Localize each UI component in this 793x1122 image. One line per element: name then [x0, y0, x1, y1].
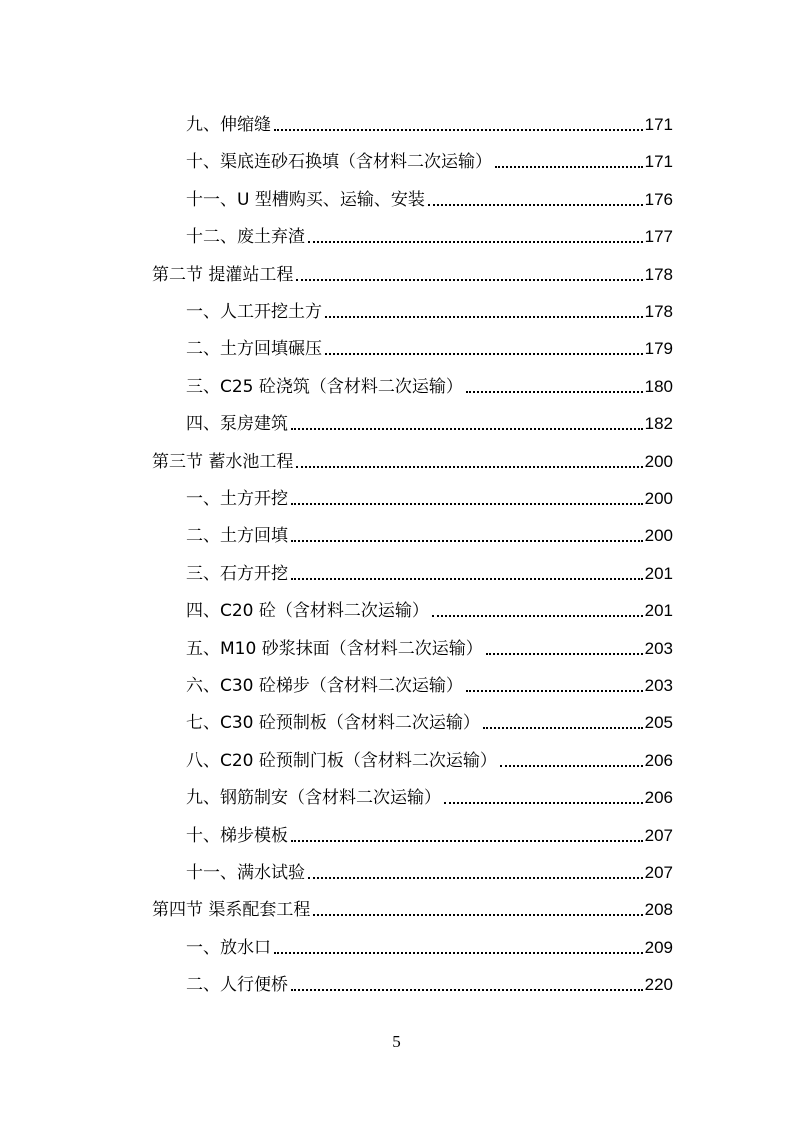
toc-entry[interactable]	[186, 399, 673, 435]
toc-section-entry[interactable]	[152, 437, 673, 473]
toc-entry-title: 九、钢筋制安（含材料二次运输）	[186, 788, 441, 809]
toc-dot-leader	[296, 279, 642, 281]
toc-entry-page: 209	[644, 937, 673, 957]
toc-entry[interactable]	[186, 549, 673, 585]
toc-dot-leader	[296, 466, 642, 468]
toc-entry-page: 200	[644, 526, 673, 546]
toc-section-entry[interactable]	[152, 885, 673, 921]
toc-entry-title: 十、梯步模板	[186, 825, 288, 846]
toc-entry-title: 二、土方回填碾压	[186, 339, 322, 360]
toc-entry-page: 200	[644, 451, 673, 471]
toc-entry[interactable]	[186, 137, 673, 173]
toc-entry-page: 177	[644, 227, 673, 247]
toc-entry-page: 178	[644, 302, 673, 321]
toc-entry-title: 第三节 蓄水池工程	[152, 451, 294, 472]
toc-entry-title: 四、泵房建筑	[186, 414, 288, 435]
toc-dot-leader	[483, 727, 643, 729]
toc-dot-leader	[432, 615, 643, 617]
toc-entry-page: 201	[644, 601, 673, 621]
toc-dot-leader	[291, 503, 643, 505]
toc-dot-leader	[500, 765, 643, 767]
toc-entry[interactable]	[186, 773, 673, 809]
toc-entry-page: 207	[644, 863, 673, 882]
toc-entry-title: 十一、满水试验	[186, 863, 305, 883]
toc-dot-leader	[466, 690, 643, 692]
toc-dot-leader	[466, 391, 643, 393]
toc-dot-leader	[495, 166, 643, 168]
toc-entry-page: 200	[644, 489, 673, 508]
toc-entry[interactable]	[186, 698, 673, 734]
toc-entry[interactable]	[186, 586, 673, 622]
toc-entry-page: 171	[644, 152, 673, 172]
toc-entry-page: 203	[644, 638, 673, 658]
toc-entry-title: 三、石方开挖	[186, 563, 288, 584]
toc-dot-leader	[325, 353, 643, 355]
toc-entry-title: 一、放水口	[186, 937, 271, 958]
toc-dot-leader	[308, 241, 643, 243]
toc-entry-title: 十一、U 型槽购买、运输、安装	[186, 189, 425, 210]
toc-entry-page: 208	[644, 900, 673, 920]
toc-entry-title: 十二、废土弃渣	[186, 227, 305, 248]
toc-entry[interactable]	[186, 511, 673, 547]
toc-entry[interactable]	[186, 100, 673, 136]
toc-entry-title: 十、渠底连砂石换填（含材料二次运输）	[186, 152, 492, 173]
toc-section-entry[interactable]	[152, 250, 673, 286]
toc-entry-page: 171	[644, 115, 673, 134]
toc-dot-leader	[291, 540, 643, 542]
toc-dot-leader	[274, 952, 643, 954]
toc-entry-title: 五、M10 砂浆抹面（含材料二次运输）	[186, 638, 483, 659]
toc-entry-title: 八、C20 砼预制门板（含材料二次运输）	[186, 750, 497, 771]
toc-entry[interactable]	[186, 287, 673, 323]
toc-entry-page: 180	[644, 376, 673, 396]
toc-entry[interactable]	[186, 624, 673, 660]
toc-dot-leader	[274, 129, 643, 131]
toc-entry-title: 第四节 渠系配套工程	[152, 900, 311, 921]
toc-dot-leader	[486, 653, 643, 655]
toc-entry-page: 207	[644, 825, 673, 845]
toc-dot-leader	[313, 914, 642, 916]
toc-entry-title: 二、土方回填	[186, 526, 288, 547]
page-number: 5	[392, 1032, 401, 1051]
toc-entry-page: 206	[644, 750, 673, 770]
toc-entry-page: 182	[644, 414, 673, 434]
toc-entry[interactable]	[186, 324, 673, 360]
toc-entry[interactable]	[186, 474, 673, 510]
toc-entry[interactable]	[186, 848, 673, 884]
toc-dot-leader	[291, 989, 643, 991]
toc-entry-page: 203	[644, 676, 673, 695]
toc-entry-title: 七、C30 砼预制板（含材料二次运输）	[186, 713, 480, 734]
toc-entry-title: 一、土方开挖	[186, 489, 288, 509]
toc-dot-leader	[308, 877, 643, 879]
toc-entry-page: 201	[644, 563, 673, 583]
toc-dot-leader	[291, 578, 643, 580]
toc-dot-leader	[291, 428, 643, 430]
toc-entry-page: 178	[644, 264, 673, 284]
toc-entry-page: 176	[644, 189, 673, 209]
toc-entry-page: 179	[644, 339, 673, 359]
toc-entry[interactable]	[186, 175, 673, 211]
toc-entry[interactable]	[186, 811, 673, 847]
toc-entry[interactable]	[186, 923, 673, 959]
toc-entry[interactable]	[186, 736, 673, 772]
toc-entry-title: 第二节 提灌站工程	[152, 264, 294, 285]
toc-dot-leader	[325, 316, 643, 318]
toc-dot-leader	[291, 840, 643, 842]
toc-entry-title: 九、伸缩缝	[186, 115, 271, 135]
toc-entry[interactable]	[186, 212, 673, 248]
toc-entry-page: 220	[644, 975, 673, 995]
toc-dot-leader	[444, 802, 643, 804]
toc-entry-title: 四、C20 砼（含材料二次运输）	[186, 601, 429, 622]
toc-dot-leader	[428, 204, 643, 206]
toc-entry-title: 二、人行便桥	[186, 975, 288, 996]
toc-entry-title: 三、C25 砼浇筑（含材料二次运输）	[186, 376, 463, 397]
toc-entry-page: 206	[644, 788, 673, 808]
toc-entry-page: 205	[644, 713, 673, 733]
toc-entry[interactable]	[186, 362, 673, 398]
toc-entry[interactable]	[186, 960, 673, 996]
toc-entry[interactable]	[186, 661, 673, 697]
toc-entry-title: 一、人工开挖土方	[186, 302, 322, 322]
toc-entry-title: 六、C30 砼梯步（含材料二次运输）	[186, 676, 463, 696]
